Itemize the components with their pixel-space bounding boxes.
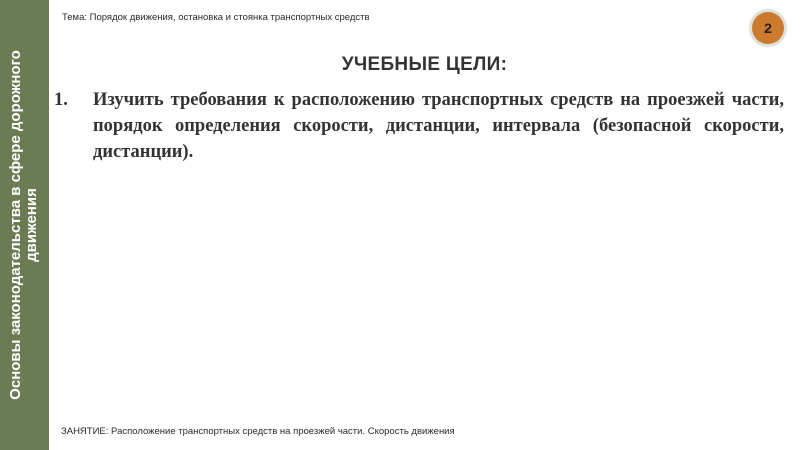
page-title: УЧЕБНЫЕ ЦЕЛИ:: [341, 54, 508, 75]
slide-number: 2: [752, 12, 784, 44]
lesson-footer: ЗАНЯТИЕ: Расположение транспортных средств на проезжей части. Скорость движения: [61, 426, 455, 437]
sidebar: [0, 0, 49, 450]
sidebar-title: Основы законодательства в сфере дорожного движения: [7, 50, 40, 400]
list-item-text: Изучить требования к расположению транспортных средств на проезжей части, порядок определения скорости, дистанции, интервала (безопасной скорости, дистанции).: [93, 90, 784, 162]
slide-number-badge: [749, 9, 787, 47]
goals-list: [54, 87, 784, 165]
list-item: [54, 87, 784, 165]
topic-header: Тема: Порядок движения, остановка и стоянка транспортных средств: [62, 12, 370, 23]
list-item-number: 1.: [54, 90, 68, 110]
